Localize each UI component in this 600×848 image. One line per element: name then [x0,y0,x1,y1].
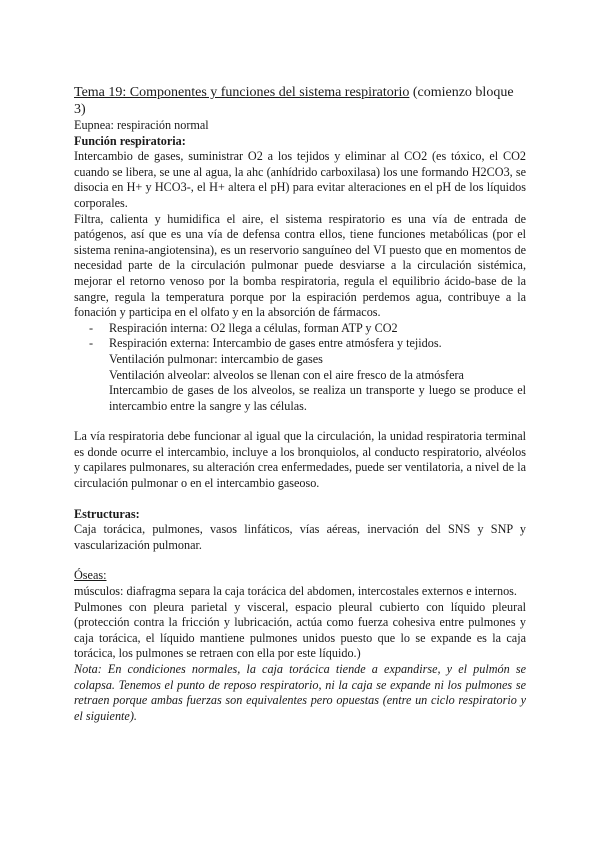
sub-ventilacion-alveolar: Ventilación alveolar: alveolos se llenan con el aire fresco de la atmósfera [109,367,464,382]
paragraph-pulmones: Pulmones con pleura parietal y visceral, espacio pleural cubierto con líquido pleural (protección contra la fricción y lubricación, actúa como fuerza cohesiva entre pulmones y caja torácica, el líquido mantiene pulmones unidos puesto que lo se expande es la caja torácica, los pulmones se retraen con ella por este líquido.) [74,599,526,661]
paragraph-musculos: músculos: diafragma separa la caja torácica del abdomen, intercostales externos e internos. [74,584,517,599]
document-page [74,84,526,724]
paragraph-estructuras: Caja torácica, pulmones, vasos linfáticos, vías aéreas, inervación del SNS y SNP y vascularización pulmonar. [74,522,526,552]
list-dash: - [89,320,94,335]
title-rest: (comienzo bloque 3) [74,85,514,117]
paragraph-intercambio: Intercambio de gases, suministrar O2 a los tejidos y eliminar al CO2 (es tóxico, el CO2 cuando se libera, se une al agua, la ahc (anhídrido carboxilasa) los une formando H2CO3, se disocia en H+ y HCO3-, el H+ altera el pH) para evitar alteraciones en el pH de los líquidos corporales. [74,149,526,210]
list-dash: - [89,336,94,351]
respiracion-list [74,321,526,352]
page-title [74,84,526,118]
paragraph-via-respiratoria: La vía respiratoria debe funcionar al igual que la circulación, la unidad respiratoria terminal es donde ocurre el intercambio, incluye a los bronquiolos, al conducto respiratorio, alvéolos y capilares pulmonares, su alteración crea enfermedades, puede ser ventilatoria, a nivel de la circulación pulmonar o en el intercambio gaseoso. [74,429,526,491]
list-item [74,336,526,352]
oseas-heading: Óseas: [74,568,107,583]
list-item [74,321,526,337]
eupnea-line: Eupnea: respiración normal [74,118,209,132]
title-underlined: Tema 19: Componentes y funciones del sistema respiratorio [74,85,410,100]
funcion-heading: Función respiratoria: [74,133,186,148]
sub-intercambio-alveolos: Intercambio de gases de los alveolos, se realiza un transporte y luego se produce el intercambio entre la sangre y las células. [109,383,526,413]
sub-ventilacion-pulmonar: Ventilación pulmonar: intercambio de gases [109,351,323,366]
paragraph-filtra: Filtra, calienta y humidifica el aire, el sistema respiratorio es una vía de entrada de patógenos, así que es una vía de defensa contra ellos, tiene funciones metabólicas (por el sistema renina-angiotensina), es un reservorio sanguíneo del VI puesto que en momentos de necesidad parte de la circulación pulmonar puede desviarse a la circulación sistémica, mejorar el retorno venoso por la bomba respiratoria, regula el equilibrio ácido-base de la sangre, regula la temperatura porque por la espiración perdemos agua, contribuye a la fonación y participa en el olfato y en la absorción de fármacos. [74,211,526,320]
list-item-text: Respiración interna: O2 llega a células, forman ATP y CO2 [109,320,398,335]
list-item-text: Respiración externa: Intercambio de gases entre atmósfera y tejidos. [109,336,442,351]
estructuras-heading: Estructuras: [74,506,140,521]
note-paragraph: Nota: En condiciones normales, la caja torácica tiende a expandirse, y el pulmón se colapsa. Tenemos el punto de reposo respiratorio, ni la caja se expande ni los pulmones se retraen porque ambas fuerzas son equivalentes pero opuestas (entre un ciclo respiratorio y el siguiente). [74,662,526,723]
